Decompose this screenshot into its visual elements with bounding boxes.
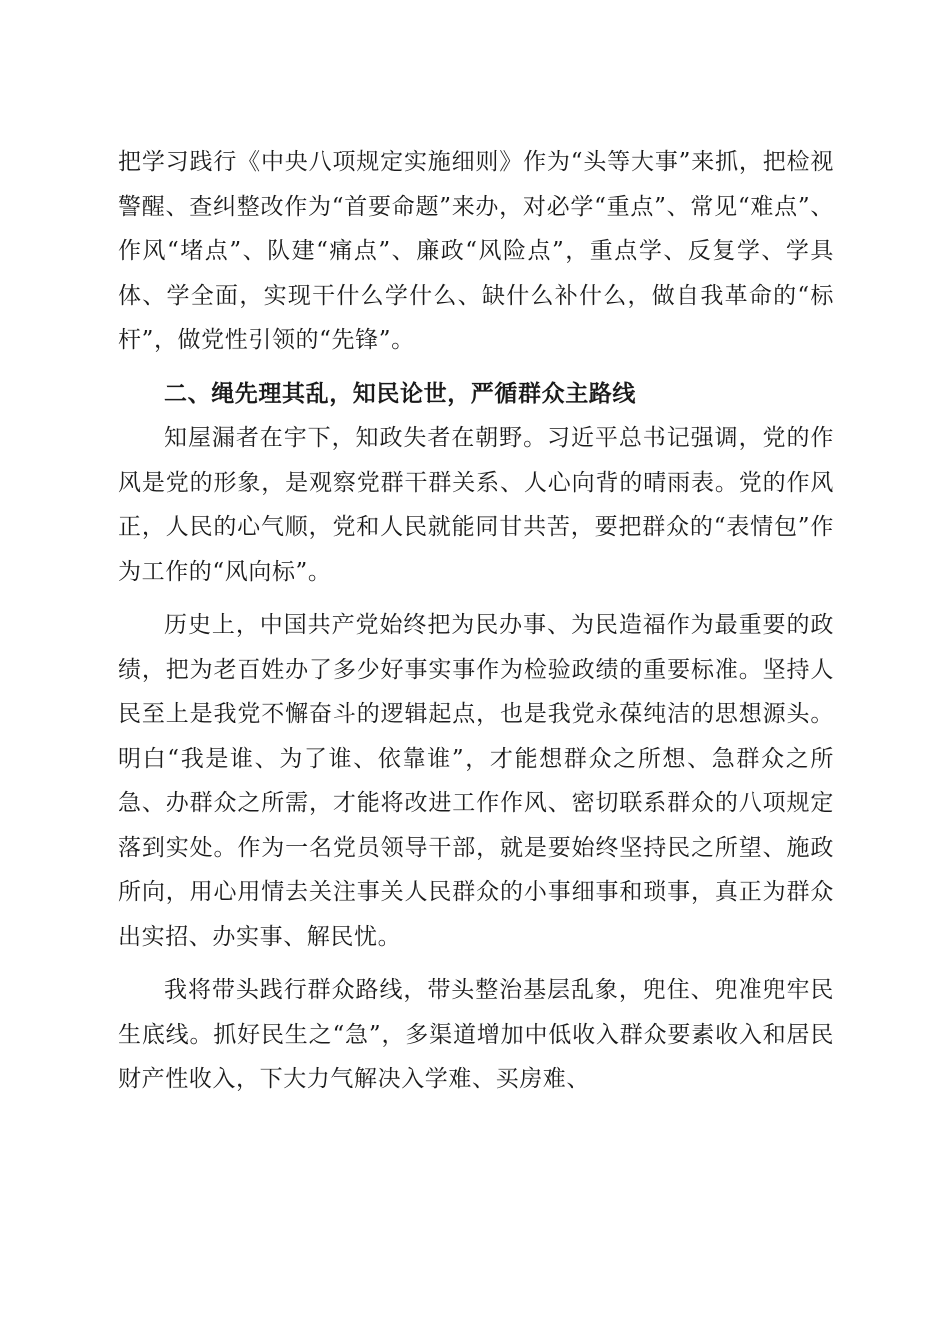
- section-heading: 二、绳先理其乱，知民论世，严循群众主路线: [164, 380, 636, 407]
- paragraph: 我将带头践行群众路线，带头整治基层乱象，兜住、兜准兜牢民生底线。抓好民生之“急”，多渠道增加中低收入群众要素收入和居民财产性收入，下大力气解决入学难、买房难、: [118, 977, 834, 1092]
- document-body: [118, 140, 834, 1102]
- paragraph: 知屋漏者在宇下，知政失者在朝野。习近平总书记强调，党的作风是党的形象，是观察党群干群关系、人心向背的晴雨表。党的作风正，人民的心气顺，党和人民就能同甘共苦，要把群众的“表情包”作为工作的“风向标”。: [118, 425, 834, 585]
- paragraph: 历史上，中国共产党始终把为民办事、为民造福作为最重要的政绩，把为老百姓办了多少好事实事作为检验政绩的重要标准。坚持人民至上是我党不懈奋斗的逻辑起点，也是我党永葆纯洁的思想源头。明白“我是谁、为了谁、依靠谁”，才能想群众之所想、急群众之所急、办群众之所需，才能将改进工作作风、密切联系群众的八项规定落到实处。作为一名党员领导干部，就是要始终坚持民之所望、施政所向，用心用情去关注事关人民群众的小事细事和琐事，真正为群众出实招、办实事、解民忧。: [118, 612, 834, 950]
- paragraph-continuation: 把学习践行《中央八项规定实施细则》作为“头等大事”来抓，把检视警醒、查纠整改作为“首要命题”来办，对必学“重点”、常见“难点”、作风“堵点”、队建“痛点”、廉政“风险点”，重点学、反复学、学具体、学全面，实现干什么学什么、缺什么补什么，做自我革命的“标杆”，做党性引领的“先锋”。: [118, 149, 834, 353]
